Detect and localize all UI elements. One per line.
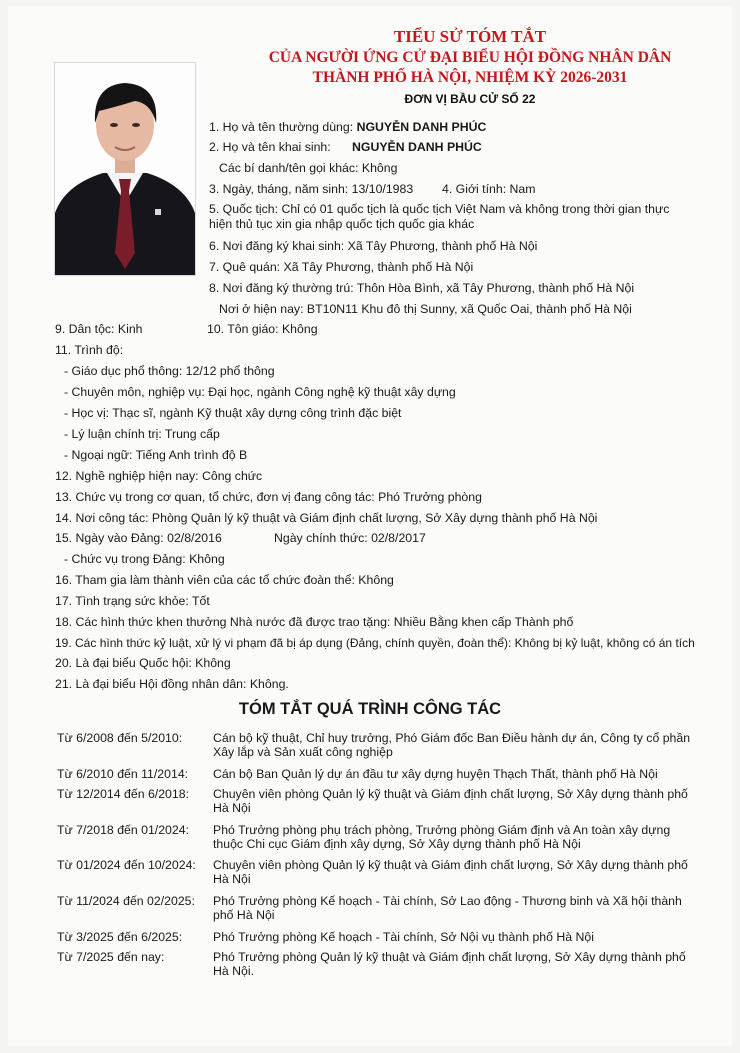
field-religion: 10. Tôn giáo: Không: [207, 322, 318, 336]
field-edu-degree: - Học vị: Thạc sĩ, ngành Kỹ thuật xây dựng công trình đặc biệt: [64, 406, 402, 420]
title-line-1: TIỂU SỬ TÓM TẮT: [393, 27, 547, 46]
field-current-residence: Nơi ở hiện nay: BT10N11 Khu đô thị Sunny, xã Quốc Oai, thành phố Hà Nội: [219, 302, 632, 316]
field-dob: 3. Ngày, tháng, năm sinh: 13/10/1983: [209, 182, 414, 196]
field-edu-politics: - Lý luận chính trị: Trung cấp: [64, 427, 220, 441]
work-period: Từ 6/2010 đến 11/2014:: [57, 767, 189, 781]
field-gender: 4. Giới tính: Nam: [442, 182, 536, 196]
common-name-value: NGUYỄN DANH PHÚC: [356, 120, 487, 134]
work-period: Từ 01/2024 đến 10/2024:: [57, 858, 196, 872]
common-name-label: 1. Họ và tên thường dùng:: [209, 120, 357, 134]
electoral-unit: ĐƠN VỊ BẦU CỬ SỐ 22: [404, 92, 536, 106]
field-discipline: 19. Các hình thức kỷ luật, xử lý vi phạm đã bị áp dụng (Đảng, chính quyền, đoàn thể): Không bị kỷ luật, không có án tích: [55, 636, 695, 650]
work-period: Từ 3/2025 đến 6/2025:: [57, 930, 183, 944]
work-description: Phó Trưởng phòng Kế hoạch - Tài chính, Sở Lao động - Thương binh và Xã hội thành phố Hà Nội: [213, 894, 682, 922]
candidate-portrait: [55, 63, 195, 275]
field-permanent-residence: 8. Nơi đăng ký thường trú: Thôn Hòa Bình, xã Tây Phương, thành phố Hà Nội: [209, 281, 635, 295]
work-description: Phó Trưởng phòng Quản lý kỹ thuật và Giám định chất lượng, Sở Xây dựng thành phố Hà Nội.: [213, 950, 686, 978]
field-ethnicity: 9. Dân tộc: Kinh: [55, 322, 143, 336]
field-position: 13. Chức vụ trong cơ quan, tổ chức, đơn vị đang công tác: Phó Trưởng phòng: [55, 490, 482, 504]
field-common-name: [209, 120, 486, 135]
work-period: Từ 7/2025 đến nay:: [57, 950, 165, 964]
field-hometown: 7. Quê quán: Xã Tây Phương, thành phố Hà Nội: [209, 260, 474, 274]
work-history-title: TÓM TẮT QUÁ TRÌNH CÔNG TÁC: [238, 700, 502, 718]
field-nationality: 5. Quốc tịch: Chỉ có 01 quốc tịch là quốc tịch Việt Nam và không trong thời gian thực hiện thủ tục xin gia nhập quốc tịch quốc gia khác: [209, 202, 670, 231]
work-description: Phó Trưởng phòng Kế hoạch - Tài chính, Sở Nội vụ thành phố Hà Nội: [213, 930, 594, 944]
work-period: Từ 7/2018 đến 01/2024:: [57, 823, 189, 837]
document-header: [250, 26, 690, 108]
field-edu-language: - Ngoại ngữ: Tiếng Anh trình độ B: [64, 448, 248, 462]
field-birth-name-value: NGUYỄN DANH PHÚC: [352, 140, 482, 154]
field-party-official-date: Ngày chính thức: 02/8/2017: [274, 531, 426, 545]
work-description: Chuyên viên phòng Quản lý kỹ thuật và Giám định chất lượng, Sở Xây dựng thành phố Hà Nội: [213, 858, 688, 886]
field-birth-registration: 6. Nơi đăng ký khai sinh: Xã Tây Phương, thành phố Hà Nội: [209, 239, 538, 253]
work-description: Cán bộ Ban Quản lý dự án đầu tư xây dựng huyện Thạch Thất, thành phố Hà Nội: [213, 767, 658, 781]
field-birth-name-label: 2. Họ và tên khai sinh:: [209, 140, 331, 154]
field-alias: Các bí danh/tên gọi khác: Không: [219, 161, 398, 175]
field-edu-general: - Giáo dục phổ thông: 12/12 phổ thông: [64, 364, 275, 378]
field-awards: 18. Các hình thức khen thưởng Nhà nước đã được trao tặng: Nhiều Bằng khen cấp Thành phố: [55, 615, 574, 629]
field-occupation: 12. Nghề nghiệp hiện nay: Công chức: [55, 469, 263, 483]
title-line-2: CỦA NGƯỜI ỨNG CỬ ĐẠI BIỂU HỘI ĐỒNG NHÂN DÂN: [268, 49, 672, 66]
work-period: Từ 12/2014 đến 6/2018:: [57, 787, 189, 801]
field-pc-delegate: 21. Là đại biểu Hội đồng nhân dân: Không.: [55, 677, 289, 691]
work-description: Chuyên viên phòng Quản lý kỹ thuật và Giám định chất lượng, Sở Xây dựng thành phố Hà Nội: [213, 787, 688, 815]
work-period: Từ 6/2008 đến 5/2010:: [57, 731, 183, 745]
field-organizations: 16. Tham gia làm thành viên của các tổ chức đoàn thể: Không: [55, 573, 394, 587]
field-party-date: 15. Ngày vào Đảng: 02/8/2016: [55, 531, 222, 545]
field-edu-major: - Chuyên môn, nghiệp vụ: Đại học, ngành Công nghệ kỹ thuật xây dựng: [64, 385, 456, 399]
field-health: 17. Tình trạng sức khỏe: Tốt: [55, 594, 210, 608]
work-period: Từ 11/2024 đến 02/2025:: [57, 894, 195, 908]
field-education: 11. Trình độ:: [55, 343, 124, 357]
field-party-position: - Chức vụ trong Đảng: Không: [64, 552, 225, 566]
field-na-delegate: 20. Là đại biểu Quốc hội: Không: [55, 656, 231, 670]
work-description: Phó Trưởng phòng phụ trách phòng, Trưởng phòng Giám định và An toàn xây dựng thuộc Chi cục Giám định xây dựng, Sở Xây dựng thành phố Hà Nội: [213, 823, 671, 851]
work-description: Cán bộ kỹ thuật, Chỉ huy trưởng, Phó Giám đốc Ban Điều hành dự án, Công ty cổ phần Xây lắp và Sản xuất công nghiệp: [213, 731, 691, 759]
portrait-image: [55, 63, 195, 275]
title-line-3: THÀNH PHỐ HÀ NỘI, NHIỆM KỲ 2026-2031: [312, 69, 628, 86]
field-workplace: 14. Nơi công tác: Phòng Quản lý kỹ thuật và Giám định chất lượng, Sở Xây dựng thành phố Hà Nội: [55, 511, 598, 525]
